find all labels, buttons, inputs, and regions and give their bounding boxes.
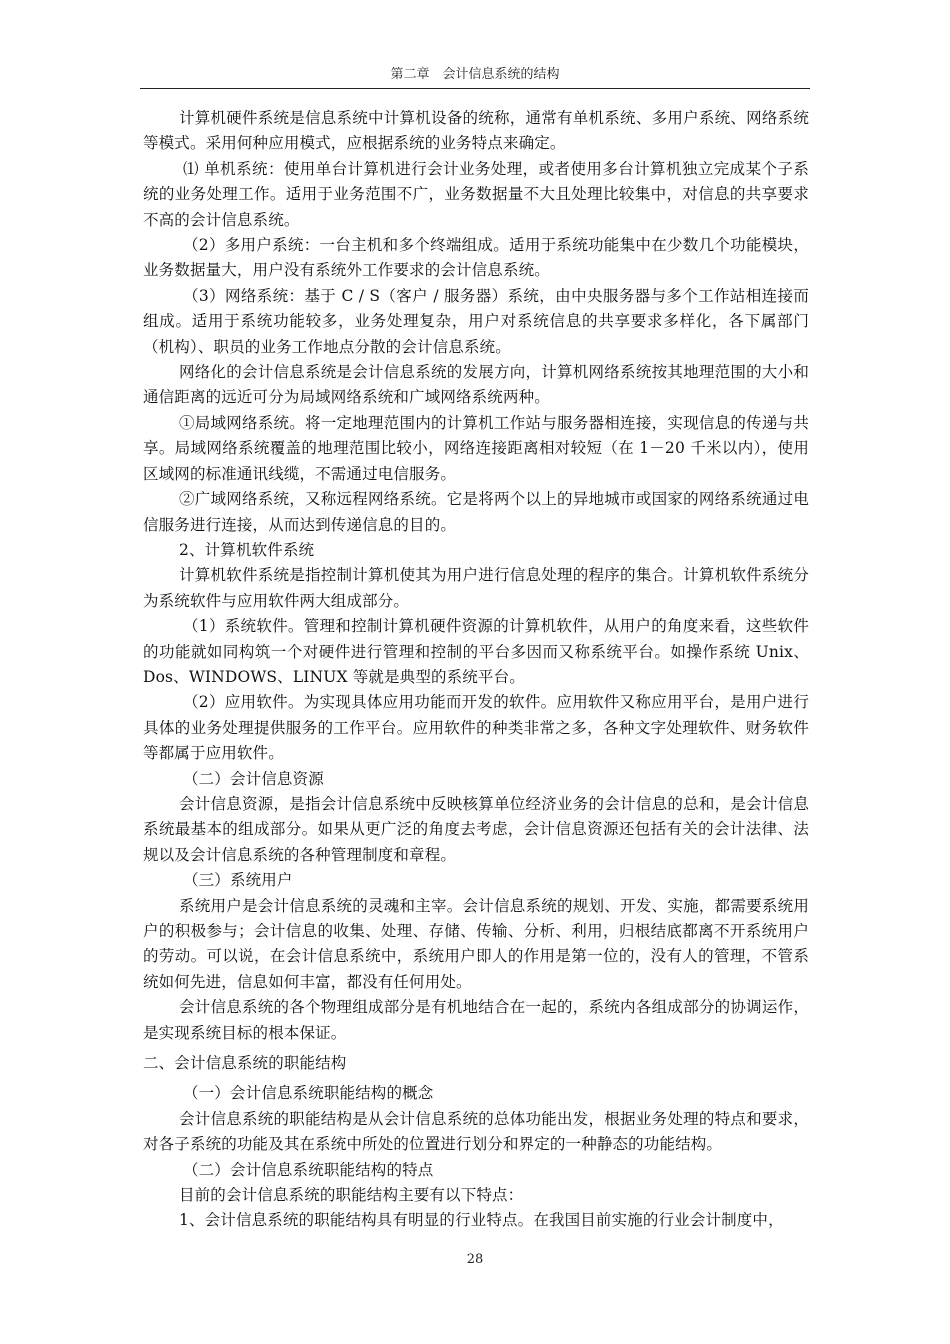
subheading: 2、计算机软件系统 — [179, 540, 315, 559]
paragraph: （2）应用软件。为实现具体应用功能而开发的软件。应用软件又称应用平台，是用户进行具体的业务处理提供服务的工作平台。应用软件的种类非常之多，各种文字处理软件、财务软件等都属于应用软件。 — [143, 693, 809, 763]
paragraph: ①局域网络系统。将一定地理范围内的计算机工作站与服务器相连接，实现信息的传递与共享。局域网络系统覆盖的地理范围比较小，网络连接距离相对较短（在 1－20 千米以内），使用区域网的标准通讯线缆，不需通过电信服务。 — [143, 413, 809, 483]
paragraph: （3）网络系统：基于 C / S（客户 / 服务器）系统，由中央服务器与多个工作站相连接而组成。适用于系统功能较多，业务处理复杂，用户对系统信息的共享要求多样化，各下属部门（机构）、职员的业务工作地点分散的会计信息系统。 — [143, 286, 809, 356]
paragraph: （2）多用户系统：一台主机和多个终端组成。适用于系统功能集中在少数几个功能模块，业务数据量大，用户没有系统外工作要求的会计信息系统。 — [143, 236, 809, 280]
running-header: 第二章 会计信息系统的结构 — [390, 67, 560, 82]
body-text — [143, 106, 809, 1234]
paragraph: 会计信息系统的各个物理组成部分是有机地结合在一起的，系统内各组成部分的协调运作，是实现系统目标的根本保证。 — [143, 998, 809, 1042]
paragraph: 计算机硬件系统是信息系统中计算机设备的统称，通常有单机系统、多用户系统、网络系统等模式。采用何种应用模式，应根据系统的业务特点来确定。 — [143, 109, 809, 153]
subheading: （二）会计信息资源 — [183, 769, 324, 788]
header-rule — [140, 88, 810, 89]
paragraph: ⑴ 单机系统：使用单台计算机进行会计业务处理，或者使用多台计算机独立完成某个子系统的业务处理工作。适用于业务范围不广，业务数据量不大且处理比较集中，对信息的共享要求不高的会计信息系统。 — [143, 159, 809, 229]
paragraph: ②广域网络系统，又称远程网络系统。它是将两个以上的异地城市或国家的网络系统通过电信服务进行连接，从而达到传递信息的目的。 — [143, 490, 809, 534]
subheading: （一）会计信息系统职能结构的概念 — [183, 1084, 434, 1103]
paragraph: （1）系统软件。管理和控制计算机硬件资源的计算机软件，从用户的角度来看，这些软件的功能就如同构筑一个对硬件进行管理和控制的平台多因而又称系统平台。如操作系统 Unix、Dos、WINDOWS、LINUX 等就是典型的系统平台。 — [143, 617, 809, 686]
subheading: （二）会计信息系统职能结构的特点 — [183, 1160, 434, 1179]
paragraph: 计算机软件系统是指控制计算机使其为用户进行信息处理的程序的集合。计算机软件系统分为系统软件与应用软件两大组成部分。 — [143, 566, 809, 610]
paragraph: 会计信息资源，是指会计信息系统中反映核算单位经济业务的会计信息的总和，是会计信息系统最基本的组成部分。如果从更广泛的角度去考虑，会计信息资源还包括有关的会计法律、法规以及会计信息系统的各种管理制度和章程。 — [143, 794, 809, 864]
paragraph: 系统用户是会计信息系统的灵魂和主宰。会计信息系统的规划、开发、实施，都需要系统用户的积极参与；会计信息的收集、处理、存储、传输、分析、利用，归根结底都离不开系统用户的劳动。可以说，在会计信息系统中，系统用户即人的作用是第一位的，没有人的管理，不管系统如何先进，信息如何丰富，都没有任何用处。 — [143, 896, 809, 991]
page-number: 28 — [466, 1252, 484, 1267]
paragraph: 目前的会计信息系统的职能结构主要有以下特点： — [179, 1186, 524, 1205]
subheading: （三）系统用户 — [183, 871, 293, 890]
paragraph: 网络化的会计信息系统是会计信息系统的发展方向，计算机网络系统按其地理范围的大小和通信距离的远近可分为局域网络系统和广域网络系统两种。 — [143, 363, 809, 407]
paragraph: 会计信息系统的职能结构是从会计信息系统的总体功能出发，根据业务处理的特点和要求，对各子系统的功能及其在系统中所处的位置进行划分和界定的一种静态的功能结构。 — [143, 1109, 809, 1154]
paragraph: 1、会计信息系统的职能结构具有明显的行业特点。在我国目前实施的行业会计制度中， — [179, 1211, 784, 1230]
section-heading: 二、会计信息系统的职能结构 — [143, 1054, 347, 1073]
